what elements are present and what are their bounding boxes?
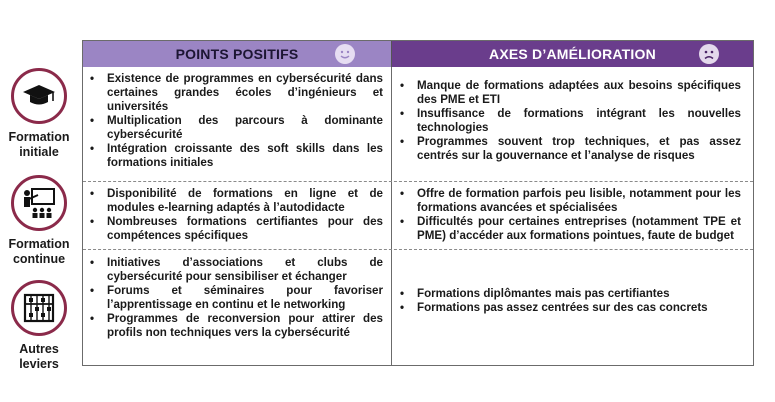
category-label-line: initiale — [19, 145, 59, 159]
sad-face-icon — [699, 44, 719, 64]
row-formation-continue-improvement — [393, 187, 751, 243]
header-axes-amelioration — [391, 41, 753, 67]
category-label-line: leviers — [19, 357, 59, 371]
smiley-face-icon — [335, 44, 355, 64]
graduation-cap-icon — [11, 68, 67, 124]
list-item: • Difficultés pour certaines entreprises (notamment TPE et PME) d’accéder aux formations pointues, faute de budget — [393, 215, 741, 243]
row-formation-initiale-improvement — [393, 79, 751, 163]
row-divider — [83, 181, 753, 182]
list-item: • Formations diplômantes mais pas certifiantes — [393, 287, 741, 301]
category-label-line: Autres — [19, 342, 59, 356]
teacher-board-icon — [11, 175, 67, 231]
row-autres-leviers-improvement — [393, 287, 751, 315]
category-label-line: Formation — [8, 237, 70, 251]
list-item: • Initiatives d’associations et clubs de cybersécurité pour sensibiliser et échanger — [83, 256, 383, 284]
comparison-table — [82, 40, 754, 366]
row-formation-continue-positive — [83, 187, 389, 243]
row-formation-initiale-positive — [83, 72, 389, 170]
category-formation-initiale — [0, 68, 78, 160]
category-label-line: continue — [12, 252, 66, 266]
list-item: • Multiplication des parcours à dominante cybersécurité — [83, 114, 383, 142]
list-item: • Intégration croissante des soft skills dans les formations initiales — [83, 142, 383, 170]
category-formation-continue — [0, 175, 78, 267]
list-item: • Nombreuses formations certifiantes pour des compétences spécifiques — [83, 215, 383, 243]
list-item: • Offre de formation parfois peu lisible, notamment pour les formations avancées et spécialisées — [393, 187, 741, 215]
list-item: • Existence de programmes en cybersécurité dans certaines grandes écoles d’ingénieurs et universités — [83, 72, 383, 114]
row-autres-leviers-positive — [83, 256, 389, 340]
list-item: • Formations pas assez centrées sur des cas concrets — [393, 301, 741, 315]
header-label: POINTS POSITIFS — [175, 46, 299, 62]
list-item: • Insuffisance de formations intégrant les nouvelles technologies — [393, 107, 741, 135]
list-item: • Programmes de reconversion pour attirer des profils non techniques vers la cybersécurité — [83, 312, 383, 340]
list-item: • Manque de formations adaptées aux besoins spécifiques des PME et ETI — [393, 79, 741, 107]
category-label-line: Formation — [8, 130, 70, 144]
header-points-positifs — [83, 41, 391, 67]
row-divider — [83, 249, 753, 250]
list-item: • Disponibilité de formations en ligne et de modules e-learning adaptés à l’autodidacte — [83, 187, 383, 215]
header-label: AXES D’AMÉLIORATION — [489, 46, 656, 62]
list-item: • Programmes souvent trop techniques, et pas assez centrés sur la gouvernance et l’analyse de risques — [393, 135, 741, 163]
list-item: • Forums et séminaires pour favoriser l’apprentissage en continu et le networking — [83, 284, 383, 312]
column-divider — [391, 67, 392, 365]
abacus-icon — [11, 280, 67, 336]
category-autres-leviers — [0, 280, 78, 372]
